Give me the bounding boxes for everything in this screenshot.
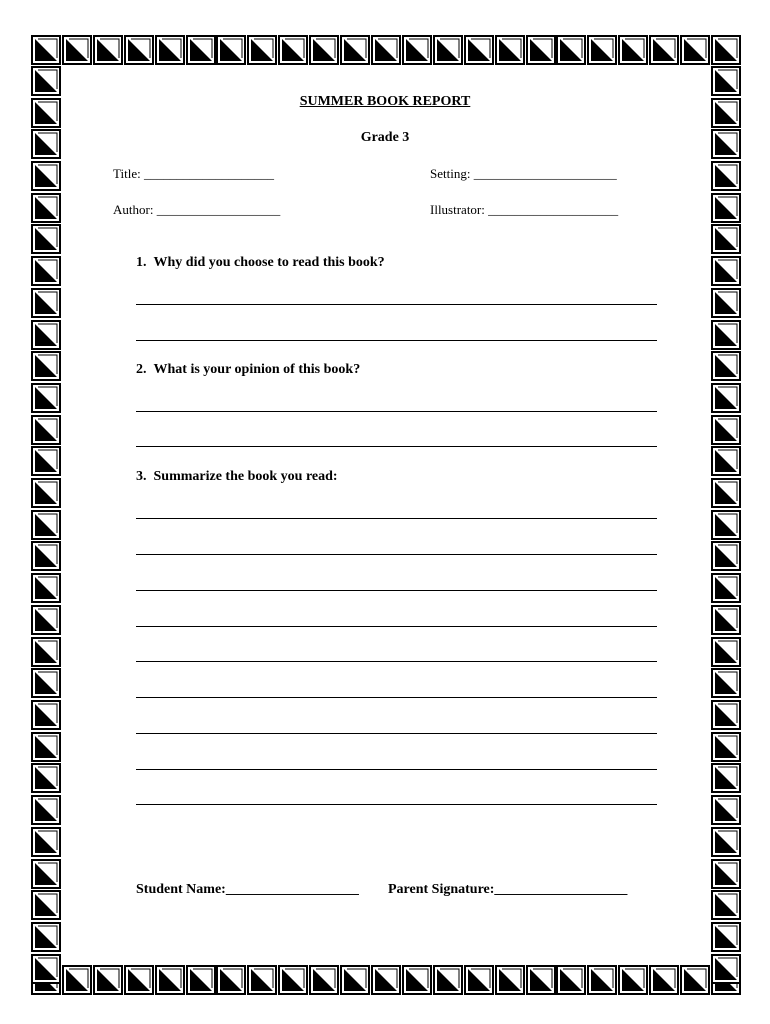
border-tile (465, 36, 493, 64)
border-tile (527, 966, 555, 994)
border-tile (712, 67, 740, 95)
grade-label: Grade 3 (360, 130, 410, 145)
border-tile (32, 352, 60, 380)
border-tile (32, 67, 60, 95)
border-tile (372, 966, 400, 994)
border-tile (712, 384, 740, 412)
border-tile (63, 966, 91, 994)
question-2-number: 2. (136, 362, 147, 377)
question-1 (136, 255, 385, 271)
border-tile (681, 966, 709, 994)
border-tile (557, 966, 585, 994)
border-tile (32, 701, 60, 729)
border-tile (32, 796, 60, 824)
question-3-number: 3. (136, 469, 147, 484)
border-tile (650, 36, 678, 64)
border-tile (588, 36, 616, 64)
border-tile (341, 36, 369, 64)
border-tile (712, 162, 740, 190)
border-tile (125, 36, 153, 64)
border-tile (372, 36, 400, 64)
border-tile (32, 257, 60, 285)
title-field[interactable]: Title: ____________________ (113, 166, 274, 181)
question-1-number: 1. (136, 255, 147, 270)
question-3 (136, 469, 338, 485)
border-tile (588, 966, 616, 994)
answer-line[interactable] (136, 340, 657, 341)
answer-line[interactable] (136, 697, 657, 698)
border-tile (94, 36, 122, 64)
border-tile (712, 828, 740, 856)
border-tile (32, 321, 60, 349)
border-tile (712, 352, 740, 380)
border-tile (712, 606, 740, 634)
border-tile (32, 479, 60, 507)
border-tile (434, 36, 462, 64)
border-tile (32, 891, 60, 919)
border-tile (465, 966, 493, 994)
border-tile (32, 289, 60, 317)
answer-line[interactable] (136, 411, 657, 412)
border-tile (217, 966, 245, 994)
border-tile (527, 36, 555, 64)
border-tile (32, 923, 60, 951)
answer-line[interactable] (136, 661, 657, 662)
border-tile (32, 416, 60, 444)
border-tile (650, 966, 678, 994)
border-tile (434, 966, 462, 994)
border-tile (32, 574, 60, 602)
border-tile (310, 36, 338, 64)
border-tile (32, 511, 60, 539)
border-tile (712, 511, 740, 539)
border-tile (125, 966, 153, 994)
author-field[interactable]: Author: ___________________ (113, 202, 281, 217)
border-tile (32, 447, 60, 475)
border-tile (32, 36, 60, 64)
border-tile (712, 194, 740, 222)
border-tile (32, 955, 60, 983)
border-tile (32, 194, 60, 222)
question-1-text: Why did you choose to read this book? (153, 255, 385, 270)
border-tile (496, 966, 524, 994)
border-tile (63, 36, 91, 64)
border-tile (712, 36, 740, 64)
border-tile (712, 574, 740, 602)
border-tile (341, 966, 369, 994)
border-tile (32, 828, 60, 856)
border-tile (712, 479, 740, 507)
border-tile (712, 289, 740, 317)
border-tile (248, 36, 276, 64)
border-tile (32, 606, 60, 634)
answer-line[interactable] (136, 554, 657, 555)
border-tile (156, 966, 184, 994)
answer-line[interactable] (136, 518, 657, 519)
border-tile (32, 384, 60, 412)
border-tile (187, 966, 215, 994)
border-tile (496, 36, 524, 64)
border-tile (712, 542, 740, 570)
border-tile (32, 638, 60, 666)
border-tile (712, 733, 740, 761)
answer-line[interactable] (136, 304, 657, 305)
border-tile (217, 36, 245, 64)
border-tile (712, 764, 740, 792)
border-tile (403, 966, 431, 994)
student-name-field[interactable]: Student Name:___________________ (136, 882, 359, 897)
border-tile (619, 966, 647, 994)
answer-line[interactable] (136, 804, 657, 805)
border-tile (32, 225, 60, 253)
border-tile (712, 257, 740, 285)
border-tile (310, 966, 338, 994)
border-tile (712, 796, 740, 824)
border-tile (32, 542, 60, 570)
border-tile (32, 733, 60, 761)
illustrator-field[interactable]: Illustrator: ____________________ (430, 202, 619, 217)
border-tile (712, 891, 740, 919)
parent-signature-field[interactable]: Parent Signature:___________________ (388, 882, 628, 897)
setting-field[interactable]: Setting: ______________________ (430, 166, 617, 181)
border-tile (279, 36, 307, 64)
border-tile (32, 669, 60, 697)
border-tile (712, 860, 740, 888)
border-tile (712, 669, 740, 697)
border-tile (156, 36, 184, 64)
border-tile (94, 966, 122, 994)
border-tile (712, 955, 740, 983)
answer-line[interactable] (136, 733, 657, 734)
border-tile (32, 162, 60, 190)
page-title: SUMMER BOOK REPORT (299, 94, 471, 109)
answer-line[interactable] (136, 626, 657, 627)
border-tile (619, 36, 647, 64)
border-tile (712, 416, 740, 444)
border-tile (712, 638, 740, 666)
border-tile (32, 764, 60, 792)
answer-line[interactable] (136, 769, 657, 770)
answer-line[interactable] (136, 590, 657, 591)
border-tile (279, 966, 307, 994)
answer-line[interactable] (136, 446, 657, 447)
border-tile (712, 225, 740, 253)
border-tile (248, 966, 276, 994)
question-2 (136, 362, 360, 378)
border-tile (32, 860, 60, 888)
border-tile (712, 923, 740, 951)
border-tile (403, 36, 431, 64)
border-tile (712, 701, 740, 729)
border-tile (187, 36, 215, 64)
border-tile (712, 321, 740, 349)
border-tile (712, 447, 740, 475)
border-tile (557, 36, 585, 64)
border-tile (681, 36, 709, 64)
question-3-text: Summarize the book you read: (153, 469, 338, 484)
question-2-text: What is your opinion of this book? (153, 362, 361, 377)
